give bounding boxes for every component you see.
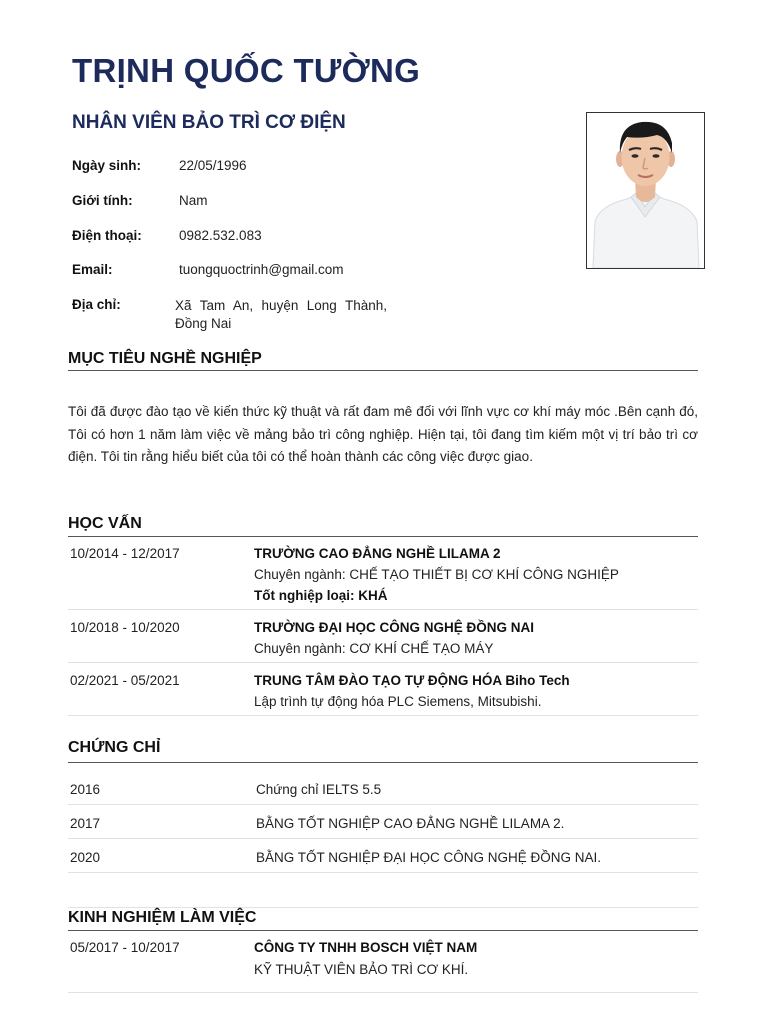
certificate-year: 2016	[70, 782, 101, 797]
row-divider	[68, 662, 698, 663]
candidate-role: NHÂN VIÊN BẢO TRÌ CƠ ĐIỆN	[72, 112, 346, 133]
education-grade: Tốt nghiệp loại: KHÁ	[254, 588, 388, 603]
education-title: HỌC VẤN	[68, 515, 142, 532]
row-divider	[68, 609, 698, 610]
certificate-name: BẰNG TỐT NGHIỆP CAO ĐẲNG NGHỀ LILAMA 2.	[256, 816, 565, 831]
education-school: TRƯỜNG CAO ĐẲNG NGHỀ LILAMA 2	[254, 546, 501, 561]
dob-value: 22/05/1996	[179, 158, 247, 173]
experience-rule	[68, 930, 698, 931]
objective-title: MỤC TIÊU NGHỀ NGHIỆP	[68, 350, 262, 367]
experience-position: KỸ THUẬT VIÊN BẢO TRÌ CƠ KHÍ.	[254, 962, 469, 977]
objective-text: Tôi đã được đào tạo về kiến thức kỹ thuật và rất đam mê đối với lĩnh vực cơ khí máy móc .Bên cạnh đó, Tôi có hơn 1 năm làm việc về mảng bảo trì công nghiệp. Hiện tại, tôi đang tìm kiếm một vị trí bảo trì cơ điện. Tôi tin rằng hiểu biết của tôi có thể hoàn thành các công việc được giao.	[68, 404, 698, 464]
certificate-name: BẰNG TỐT NGHIỆP ĐẠI HỌC CÔNG NGHỆ ĐỒNG NAI.	[256, 850, 602, 865]
certificate-year: 2020	[70, 850, 101, 865]
address-value: Xã Tam An, huyện Long Thành, Đồng Nai	[175, 298, 387, 331]
row-divider	[68, 872, 698, 873]
portrait-image	[587, 113, 704, 268]
gender-value: Nam	[179, 193, 208, 208]
education-date: 02/2021 - 05/2021	[70, 673, 180, 688]
certificate-year: 2017	[70, 816, 101, 831]
row-divider	[68, 907, 698, 908]
email-label: Email:	[72, 262, 113, 277]
address-label: Địa chỉ:	[72, 297, 121, 312]
row-divider	[68, 992, 698, 993]
gender-label: Giới tính:	[72, 193, 133, 208]
certificates-title: CHỨNG CHỈ	[68, 739, 161, 756]
row-divider	[68, 715, 698, 716]
candidate-name: TRỊNH QUỐC TƯỜNG	[72, 52, 421, 89]
row-divider	[68, 804, 698, 805]
education-major: Lập trình tự động hóa PLC Siemens, Mitsubishi.	[254, 694, 542, 709]
education-major: Chuyên ngành: CHẾ TẠO THIẾT BỊ CƠ KHÍ CÔNG NGHIỆP	[254, 567, 619, 582]
profile-photo	[586, 112, 705, 269]
experience-title: KINH NGHIỆM LÀM VIỆC	[68, 909, 257, 926]
objective-rule	[68, 370, 698, 371]
education-school: TRUNG TÂM ĐÀO TẠO TỰ ĐỘNG HÓA Biho Tech	[254, 673, 570, 688]
experience-company: CÔNG TY TNHH BOSCH VIỆT NAM	[254, 940, 478, 955]
education-date: 10/2018 - 10/2020	[70, 620, 180, 635]
certificate-name: Chứng chỉ IELTS 5.5	[256, 782, 382, 797]
dob-label: Ngày sinh:	[72, 158, 142, 173]
education-rule	[68, 536, 698, 537]
education-date: 10/2014 - 12/2017	[70, 546, 180, 561]
experience-date: 05/2017 - 10/2017	[70, 940, 180, 955]
row-divider	[68, 838, 698, 839]
education-school: TRƯỜNG ĐẠI HỌC CÔNG NGHỆ ĐỒNG NAI	[254, 620, 534, 635]
phone-value: 0982.532.083	[179, 228, 262, 243]
email-value: tuongquoctrinh@gmail.com	[179, 262, 344, 277]
phone-label: Điện thoại:	[72, 228, 142, 243]
certificates-rule	[68, 762, 698, 763]
education-major: Chuyên ngành: CƠ KHÍ CHẾ TẠO MÁY	[254, 641, 494, 656]
